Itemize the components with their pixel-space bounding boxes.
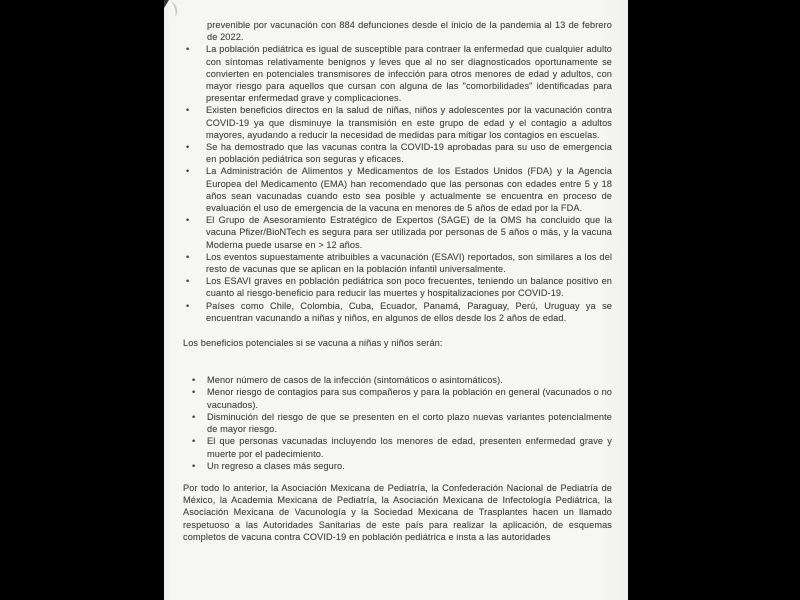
list-item: • El que personas vacunadas incluyendo los menores de edad, presenten enfermedad grave y muerte por el padecimiento. bbox=[183, 435, 612, 459]
list-item: • Los ESAVI graves en población pediátrica son poco frecuentes, teniendo un balance positivo en cuanto al riesgo-beneficio para reducir las muertes y hospitalizaciones por COVID-19. bbox=[183, 275, 612, 299]
benefits-list bbox=[183, 374, 612, 472]
key-points-list bbox=[183, 43, 612, 324]
list-item: • Menor número de casos de la infección (sintomáticos o asintomáticos). bbox=[183, 374, 612, 386]
list-item: • La población pediátrica es igual de susceptible para contraer la enfermedad que cualquier adulto con síntomas relativamente benignos y leves que al no ser diagnosticados oportunamente se convierten en potenciales transmisores de infección para otros menores de edad y adultos, con mayor riesgo para aquellos que cursan con alguna de las "comorbilidades" identificadas para presentar enfermedad grave y complicaciones. bbox=[183, 43, 612, 104]
list-item: • La Administración de Alimentos y Medicamentos de los Estados Unidos (FDA) y la Agencia Europea del Medicamento (EMA) han recomendado que las personas con edades entre 5 y 18 años sean vacunadas cuando esto sea posible y actualmente se encuentra en proceso de evaluación el uso de emergencia de la vacuna en menores de 5 años de edad por la FDA. bbox=[183, 165, 612, 214]
list-item: • Se ha demostrado que las vacunas contra la COVID-19 aprobadas para su uso de emergencia en población pediátrica son seguras y eficaces. bbox=[183, 141, 612, 165]
list-item: • Los eventos supuestamente atribuibles a vacunación (ESAVI) reportados, son similares a los del resto de vacunas que se aplican en la población infantil universalmente. bbox=[183, 251, 612, 275]
list-item: • Menor riesgo de contagios para sus compañeros y para la población en general (vacunados o no vacunados). bbox=[183, 386, 612, 410]
list-item: • Países como Chile, Colombia, Cuba, Ecuador, Panamá, Paraguay, Perú, Uruguay ya se encuentran vacunando a niñas y niños, en algunos de ellos desde los 2 años de edad. bbox=[183, 300, 612, 324]
document-page bbox=[164, 0, 628, 600]
closing-paragraph: Por todo lo anterior, la Asociación Mexicana de Pediatría, la Confederación Nacional de Pediatría de México, la Academia Mexicana de Pediatría, la Asociación Mexicana de Infectología Pediátrica, la Asociación Mexicana de Vacunología y la Sociedad Mexicana de Trasplantes hacen un llamado respetuoso a las Autoridades Sanitarias de este país para realizar la aplicación, de esquemas completos de vacuna contra COVID-19 en población pediátrica e insta a las autoridades bbox=[183, 482, 612, 542]
list-item: • Disminución del riesgo de que se presenten en el corto plazo nuevas variantes potencialmente de mayor riesgo. bbox=[183, 411, 612, 435]
list-item: • Un regreso a clases más seguro. bbox=[183, 460, 612, 472]
list-item: • Existen beneficios directos en la salud de niñas, niños y adolescentes por la vacunación contra COVID-19 ya que disminuye la transmisión en este grupo de edad y el contagio a adultos mayores, ayudando a reducir la necesidad de medidas para mitigar los contagios en escuelas. bbox=[183, 104, 612, 141]
list-item: • El Grupo de Asesoramiento Estratégico de Expertos (SAGE) de la OMS ha concluido que la vacuna Pfizer/BioNTech es segura para ser utilizada por personas de 5 años o más, y la vacuna Moderna puede usarse en > 12 años. bbox=[183, 214, 612, 251]
paragraph-fragment: prevenible por vacunación con 884 defunciones desde el inicio de la pandemia al 13 de febrero de 2022. bbox=[207, 20, 612, 43]
benefits-intro: Los beneficios potenciales si se vacuna a niñas y niños serán: bbox=[183, 338, 443, 349]
document-content bbox=[164, 0, 628, 543]
